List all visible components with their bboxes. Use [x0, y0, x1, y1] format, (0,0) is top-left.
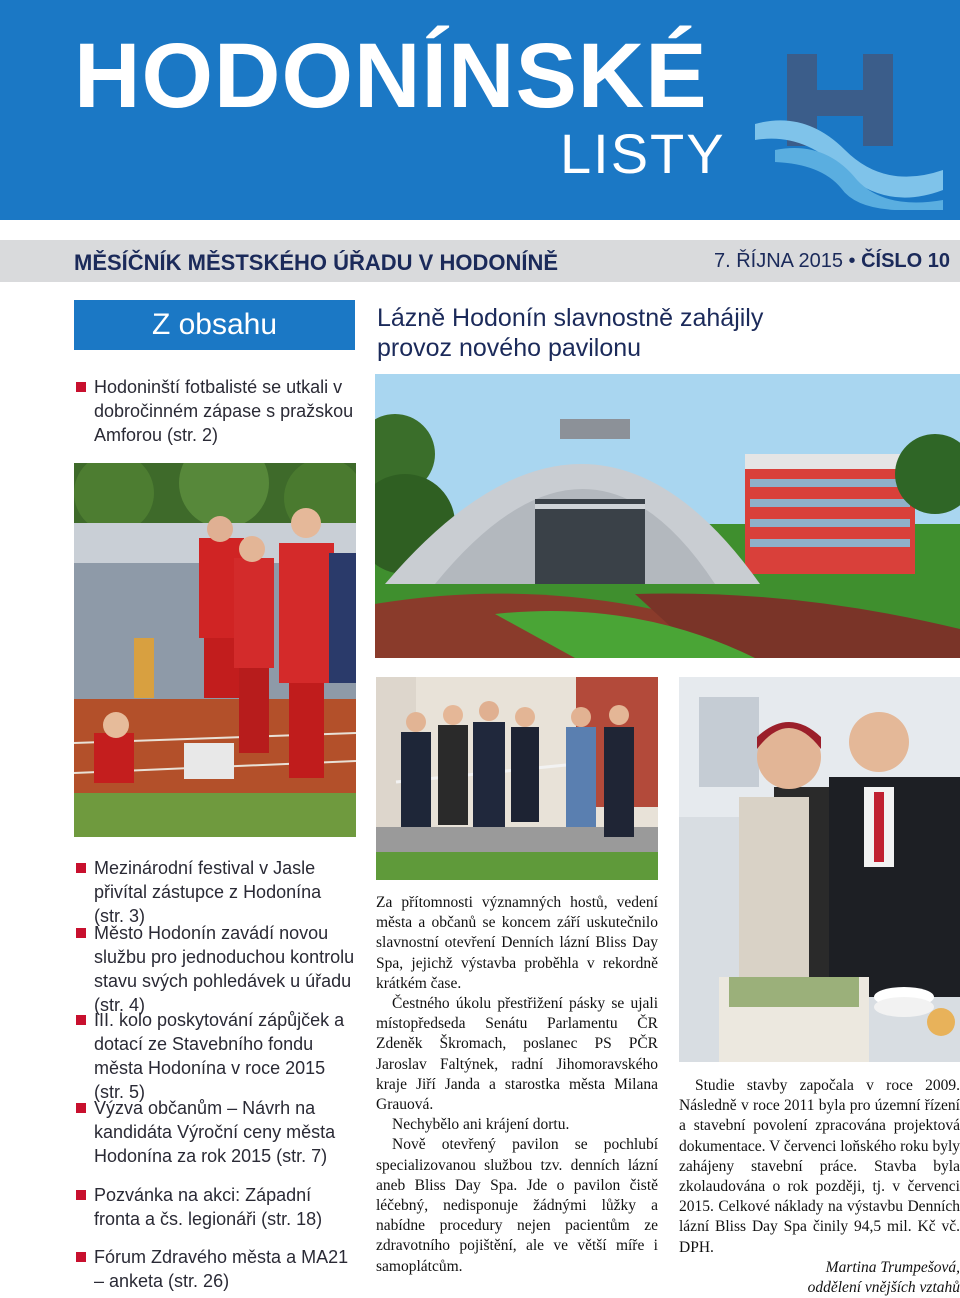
bullet-marker	[76, 1190, 86, 1200]
article-paragraph: Čestného úkolu přestřižení pásky se ujali místopředseda Senátu Parlamentu ČR Zdeněk Škromach, poslanec PS PČR Jaroslav Faltýnek, radní Jihomoravského kraje Jiří Janda a starostka města Milana Grauová.	[376, 995, 658, 1114]
author-name: Martina Trumpešová,	[825, 1258, 960, 1276]
contents-item-text: Mezinárodní festival v Jasle přivítal zástupce z Hodonína (str. 3)	[94, 858, 322, 926]
contents-item[interactable]	[76, 1183, 356, 1231]
contents-item-text: Hodoninští fotbalisté se utkali v dobročinném zápase s pražskou Amforou (str. 2)	[94, 377, 354, 445]
contents-item-text: Město Hodonín zavádí novou službu pro jednoduchou kontrolu stavu svých pohledávek u úřadu (str. 4)	[94, 923, 355, 1015]
article-column-2	[679, 1076, 960, 1298]
article-headline: Lázně Hodonín slavnostně zahájily provoz nového pavilonu	[377, 304, 764, 362]
h-wave-logo-icon	[745, 40, 945, 210]
cake-cutting-photo	[679, 677, 960, 1062]
article-paragraph: Studie stavby započala v roce 2009. Následně v roce 2011 byla pro územní řízení a stavební povolení zpracována projektová dokumentace. V červenci loňského roku byly zahájeny stavební práce. Stavba byla zkolaudována o rok později, tj. v červenci 2015. Celkové náklady na výstavbu Denních lázní Bliss Day Spa činily 94,5 mil. Kč vč. DPH.	[679, 1077, 960, 1256]
contents-item-text: Výzva občanům – Návrh na kandidáta Výroční ceny města Hodonína za rok 2015 (str. 7)	[94, 1098, 336, 1166]
contents-item[interactable]	[76, 1096, 356, 1168]
bullet-marker	[76, 928, 86, 938]
bullet-marker	[76, 382, 86, 392]
article-paragraph: Za přítomnosti významných hostů, vedení města a občanů se koncem září uskutečnilo slavnostní otevření Denních lázní Bliss Day Spa, jejichž výstavba proběhla v rekordně krátkém čase.	[376, 894, 658, 992]
article-paragraph: Nechybělo ani krájení dortu.	[392, 1116, 570, 1134]
newspaper-subtitle: LISTY	[560, 122, 726, 185]
article-paragraph: Nově otevřený pavilon se pochlubí specializovanou službou tzv. denních lázní aneb Bliss Day Spa. Jde o pavilon čistě léčebný, nedisponuje žádnými lůžky a nabídne procedury nejen pacientům ze zdravotního pojištění, ale ve větší míře i samoplátcům.	[376, 1136, 658, 1275]
article-column-1	[376, 893, 658, 1277]
publisher-line: MĚSÍČNÍK MĚSTSKÉHO ÚŘADU V HODONÍNĚ	[74, 250, 559, 275]
bullet-marker	[76, 863, 86, 873]
bullet-marker	[76, 1015, 86, 1025]
contents-item[interactable]	[76, 856, 356, 928]
issue-info	[714, 250, 950, 273]
contents-item[interactable]	[76, 1008, 356, 1104]
contents-item[interactable]	[76, 1245, 356, 1293]
contents-heading: Z obsahu	[74, 300, 355, 350]
contents-item-text: III. kolo poskytování zápůjček a dotací ze Stavebního fondu města Hodonína v roce 2015 (str. 5)	[94, 1010, 345, 1102]
newspaper-title: HODONÍNSKÉ	[74, 25, 708, 127]
issue-date: 7. ŘÍJNA 2015 •	[713, 250, 856, 272]
football-charity-photo	[74, 463, 356, 837]
contents-item[interactable]	[76, 921, 356, 1017]
contents-item-text: Fórum Zdravého města a MA21 – anketa (str. 26)	[94, 1247, 349, 1291]
bullet-marker	[76, 1103, 86, 1113]
issue-number: ČÍSLO 10	[861, 250, 950, 272]
bullet-marker	[76, 1252, 86, 1262]
contents-item-text: Pozvánka na akci: Západní fronta a čs. legionáři (str. 18)	[94, 1185, 323, 1229]
author-department: oddělení vnějších vztahů	[807, 1279, 960, 1297]
contents-item[interactable]	[76, 375, 356, 447]
spa-pavilion-photo	[375, 374, 960, 658]
ribbon-cutting-photo	[376, 677, 658, 880]
